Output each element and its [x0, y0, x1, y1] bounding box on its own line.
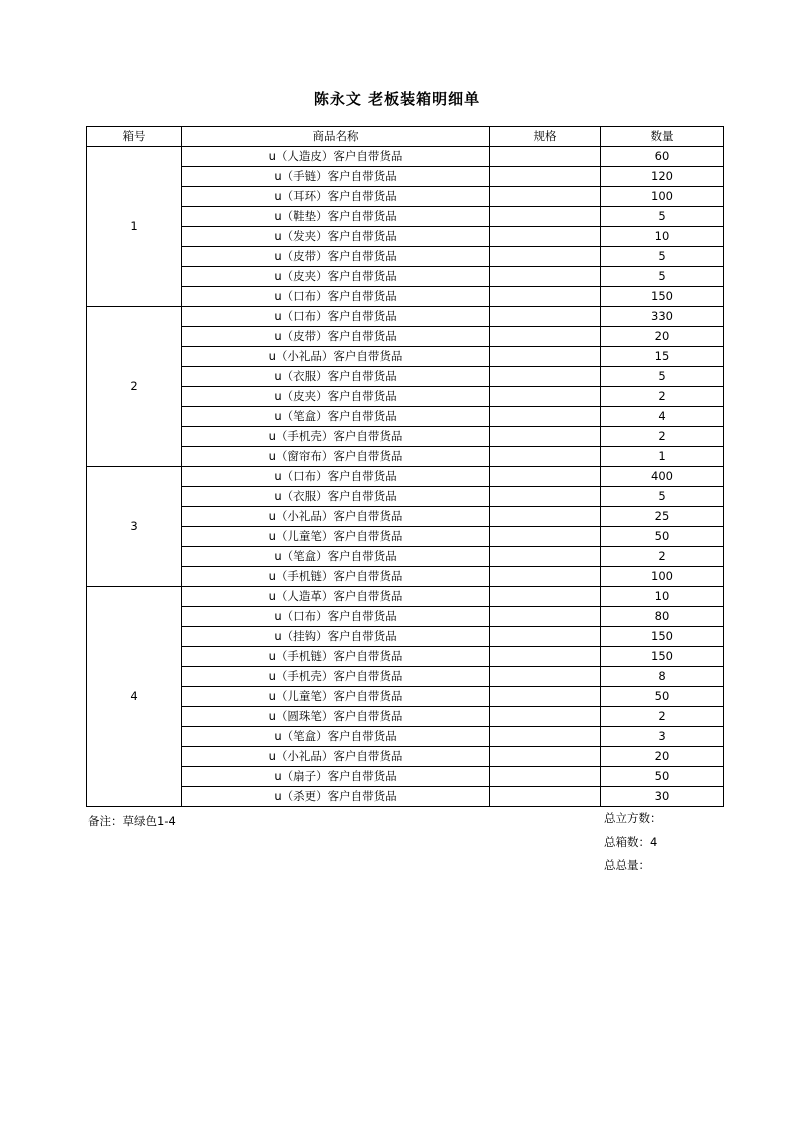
spec-cell	[490, 307, 601, 327]
table-row	[87, 547, 724, 567]
table-row	[87, 787, 724, 807]
header-product-name: 商品名称	[182, 127, 490, 147]
spec-cell	[490, 787, 601, 807]
quantity-cell: 50	[601, 767, 724, 787]
spec-cell	[490, 327, 601, 347]
product-name-cell: u（口布）客户自带货品	[182, 467, 490, 487]
table-row	[87, 167, 724, 187]
table-row	[87, 647, 724, 667]
table-row	[87, 487, 724, 507]
table-row	[87, 427, 724, 447]
table-row	[87, 447, 724, 467]
quantity-cell: 20	[601, 747, 724, 767]
product-name-cell: u（手机链）客户自带货品	[182, 567, 490, 587]
header-box-number: 箱号	[87, 127, 182, 147]
spec-cell	[490, 447, 601, 467]
spec-cell	[490, 707, 601, 727]
spec-cell	[490, 627, 601, 647]
table-row	[87, 187, 724, 207]
total-boxes-label: 总箱数：4	[604, 835, 658, 849]
table-row	[87, 387, 724, 407]
quantity-cell: 5	[601, 367, 724, 387]
table-row	[87, 267, 724, 287]
table-row	[87, 627, 724, 647]
product-name-cell: u（圆珠笔）客户自带货品	[182, 707, 490, 727]
product-name-cell: u（笔盒）客户自带货品	[182, 407, 490, 427]
spec-cell	[490, 547, 601, 567]
spec-cell	[490, 647, 601, 667]
product-name-cell: u（小礼品）客户自带货品	[182, 747, 490, 767]
product-name-cell: u（口布）客户自带货品	[182, 307, 490, 327]
box-number-cell: 1	[87, 147, 182, 307]
spec-cell	[490, 667, 601, 687]
quantity-cell: 5	[601, 247, 724, 267]
table-row	[87, 407, 724, 427]
box-number-cell: 3	[87, 467, 182, 587]
spec-cell	[490, 467, 601, 487]
product-name-cell: u（手机链）客户自带货品	[182, 647, 490, 667]
product-name-cell: u（皮夹）客户自带货品	[182, 267, 490, 287]
spec-cell	[490, 227, 601, 247]
quantity-cell: 5	[601, 207, 724, 227]
quantity-cell: 25	[601, 507, 724, 527]
box-number-cell: 4	[87, 587, 182, 807]
product-name-cell: u（挂钩）客户自带货品	[182, 627, 490, 647]
quantity-cell: 400	[601, 467, 724, 487]
quantity-cell: 50	[601, 687, 724, 707]
table-row	[87, 507, 724, 527]
product-name-cell: u（儿童笔）客户自带货品	[182, 527, 490, 547]
spec-cell	[490, 147, 601, 167]
quantity-cell: 1	[601, 447, 724, 467]
table-row	[87, 727, 724, 747]
product-name-cell: u（衣服）客户自带货品	[182, 367, 490, 387]
quantity-cell: 15	[601, 347, 724, 367]
quantity-cell: 30	[601, 787, 724, 807]
product-name-cell: u（小礼品）客户自带货品	[182, 507, 490, 527]
quantity-cell: 150	[601, 647, 724, 667]
quantity-cell: 120	[601, 167, 724, 187]
document-title: 陈永文 老板装箱明细单	[313, 90, 481, 108]
table-row	[87, 527, 724, 547]
product-name-cell: u（人造革）客户自带货品	[182, 587, 490, 607]
table-row	[87, 567, 724, 587]
header-spec: 规格	[490, 127, 601, 147]
spec-cell	[490, 367, 601, 387]
table-row	[87, 247, 724, 267]
product-name-cell: u（人造皮）客户自带货品	[182, 147, 490, 167]
spec-cell	[490, 687, 601, 707]
quantity-cell: 10	[601, 227, 724, 247]
quantity-cell: 150	[601, 627, 724, 647]
product-name-cell: u（鞋垫）客户自带货品	[182, 207, 490, 227]
table-row	[87, 667, 724, 687]
spec-cell	[490, 767, 601, 787]
header-quantity: 数量	[601, 127, 724, 147]
quantity-cell: 330	[601, 307, 724, 327]
spec-cell	[490, 427, 601, 447]
table-row	[87, 467, 724, 487]
quantity-cell: 60	[601, 147, 724, 167]
product-name-cell: u（口布）客户自带货品	[182, 607, 490, 627]
quantity-cell: 10	[601, 587, 724, 607]
product-name-cell: u（扇子）客户自带货品	[182, 767, 490, 787]
product-name-cell: u（耳环）客户自带货品	[182, 187, 490, 207]
table-row	[87, 687, 724, 707]
quantity-cell: 50	[601, 527, 724, 547]
quantity-cell: 2	[601, 547, 724, 567]
table-row	[87, 327, 724, 347]
product-name-cell: u（皮带）客户自带货品	[182, 327, 490, 347]
spec-cell	[490, 727, 601, 747]
quantity-cell: 3	[601, 727, 724, 747]
quantity-cell: 100	[601, 187, 724, 207]
product-name-cell: u（笔盒）客户自带货品	[182, 547, 490, 567]
table-row	[87, 767, 724, 787]
product-name-cell: u（杀更）客户自带货品	[182, 787, 490, 807]
product-name-cell: u（皮夹）客户自带货品	[182, 387, 490, 407]
product-name-cell: u（窗帘布）客户自带货品	[182, 447, 490, 467]
spec-cell	[490, 527, 601, 547]
spec-cell	[490, 347, 601, 367]
quantity-cell: 20	[601, 327, 724, 347]
spec-cell	[490, 487, 601, 507]
total-volume-label: 总立方数：	[604, 811, 662, 825]
product-name-cell: u（口布）客户自带货品	[182, 287, 490, 307]
quantity-cell: 5	[601, 267, 724, 287]
table-row	[87, 367, 724, 387]
quantity-cell: 150	[601, 287, 724, 307]
product-name-cell: u（手机壳）客户自带货品	[182, 667, 490, 687]
table-row	[87, 707, 724, 727]
table-row	[87, 227, 724, 247]
spec-cell	[490, 167, 601, 187]
quantity-cell: 5	[601, 487, 724, 507]
spec-cell	[490, 267, 601, 287]
table-header-row	[87, 127, 724, 147]
total-weight-label: 总总量：	[604, 858, 650, 872]
table-row	[87, 307, 724, 327]
product-name-cell: u（笔盒）客户自带货品	[182, 727, 490, 747]
spec-cell	[490, 287, 601, 307]
table-row	[87, 587, 724, 607]
remark-note: 备注：草绿色1-4	[88, 814, 176, 828]
quantity-cell: 100	[601, 567, 724, 587]
product-name-cell: u（手机壳）客户自带货品	[182, 427, 490, 447]
spec-cell	[490, 187, 601, 207]
product-name-cell: u（儿童笔）客户自带货品	[182, 687, 490, 707]
product-name-cell: u（小礼品）客户自带货品	[182, 347, 490, 367]
packing-list-table	[86, 126, 724, 807]
product-name-cell: u（衣服）客户自带货品	[182, 487, 490, 507]
product-name-cell: u（发夹）客户自带货品	[182, 227, 490, 247]
spec-cell	[490, 507, 601, 527]
table-row	[87, 607, 724, 627]
spec-cell	[490, 587, 601, 607]
table-row	[87, 147, 724, 167]
table-row	[87, 207, 724, 227]
spec-cell	[490, 567, 601, 587]
quantity-cell: 8	[601, 667, 724, 687]
spec-cell	[490, 747, 601, 767]
box-number-cell: 2	[87, 307, 182, 467]
product-name-cell: u（皮带）客户自带货品	[182, 247, 490, 267]
table-body	[87, 147, 724, 807]
table-row	[87, 287, 724, 307]
quantity-cell: 4	[601, 407, 724, 427]
product-name-cell: u（手链）客户自带货品	[182, 167, 490, 187]
quantity-cell: 80	[601, 607, 724, 627]
table-row	[87, 347, 724, 367]
spec-cell	[490, 247, 601, 267]
quantity-cell: 2	[601, 707, 724, 727]
quantity-cell: 2	[601, 387, 724, 407]
quantity-cell: 2	[601, 427, 724, 447]
spec-cell	[490, 387, 601, 407]
spec-cell	[490, 207, 601, 227]
spec-cell	[490, 407, 601, 427]
spec-cell	[490, 607, 601, 627]
table-row	[87, 747, 724, 767]
